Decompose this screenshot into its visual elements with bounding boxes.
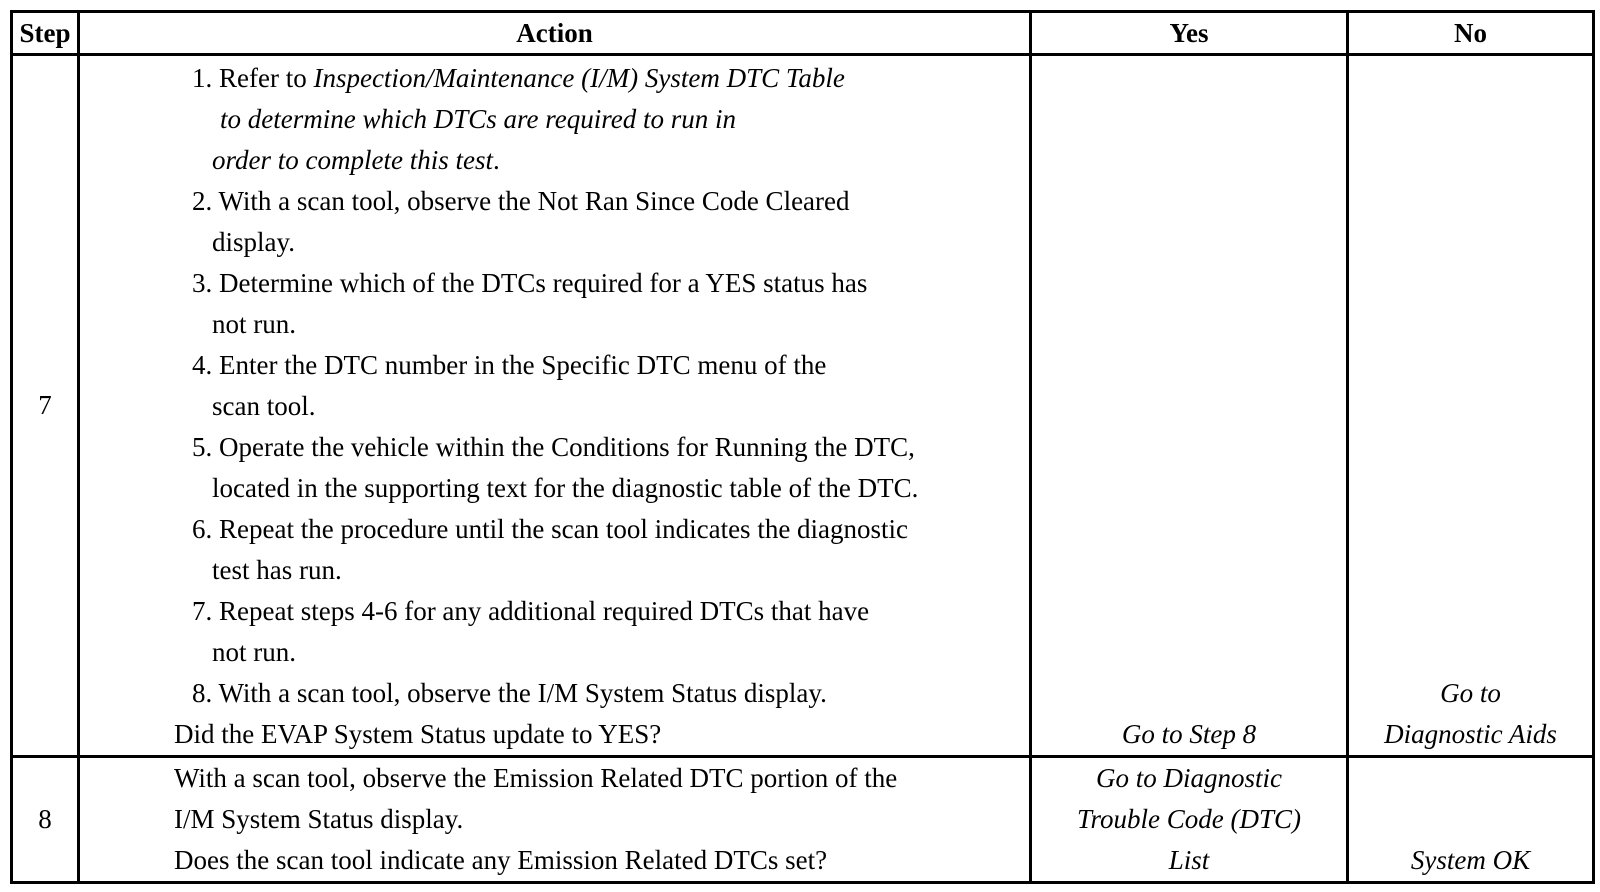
table-row-step-8 (12, 757, 1594, 883)
action-item-1 (80, 58, 1029, 181)
yes-result-line: Trouble Code (DTC) (1076, 804, 1301, 834)
item-continuation: located in the supporting text for the diagnostic table of the DTC. (212, 473, 919, 503)
action-item-2 (80, 181, 1029, 263)
item-text: Repeat steps 4-6 for any additional required DTCs that have (219, 596, 870, 626)
step-question: Did the EVAP System Status update to YES? (174, 719, 662, 749)
header-action: Action (79, 12, 1031, 55)
action-item-8 (80, 673, 1029, 714)
dtc-table-reference: Inspection/Maintenance (I/M) System DTC Table (313, 63, 845, 93)
step-number: 8 (12, 757, 79, 883)
action-item-4 (80, 345, 1029, 427)
yes-result-line: Go to Diagnostic (1096, 763, 1282, 793)
action-item-3 (80, 263, 1029, 345)
item-continuation: order to complete this test (212, 145, 493, 175)
header-step: Step (12, 12, 79, 55)
no-cell (1348, 757, 1594, 883)
action-text-line: I/M System Status display. (174, 804, 464, 834)
item-continuation: to determine which DTCs are required to run in (220, 104, 736, 134)
item-text: Repeat the procedure until the scan tool indicates the diagnostic (219, 514, 909, 544)
yes-cell (1031, 55, 1348, 757)
step-question: Does the scan tool indicate any Emission Related DTCs set? (174, 845, 828, 875)
item-continuation: display. (212, 227, 295, 257)
item-number: 2. (192, 186, 219, 216)
diagnostic-table (10, 10, 1595, 884)
action-item-7 (80, 591, 1029, 673)
item-text: Operate the vehicle within the Conditions for Running the DTC, (219, 432, 915, 462)
header-yes: Yes (1031, 12, 1348, 55)
item-number: 8. (192, 678, 219, 708)
no-result-line: Diagnostic Aids (1384, 719, 1557, 749)
item-number: 6. (192, 514, 219, 544)
item-continuation: scan tool. (212, 391, 316, 421)
item-continuation: test has run. (212, 555, 342, 585)
item-number: 5. (192, 432, 219, 462)
action-item-5 (80, 427, 1029, 509)
item-text: With a scan tool, observe the Not Ran Since Code Cleared (218, 186, 850, 216)
yes-result: Go to Step 8 (1121, 719, 1257, 749)
action-item-6 (80, 509, 1029, 591)
no-cell (1348, 55, 1594, 757)
action-cell (79, 55, 1031, 757)
item-text: Determine which of the DTCs required for a YES status has (219, 268, 868, 298)
item-number: 4. (192, 350, 219, 380)
item-text: Refer to (219, 63, 314, 93)
item-number: 7. (192, 596, 219, 626)
table-header-row (12, 12, 1594, 55)
step-number: 7 (12, 55, 79, 757)
item-period: . (492, 145, 500, 175)
table-row-step-7 (12, 55, 1594, 757)
no-result: System OK (1410, 845, 1531, 875)
item-text: With a scan tool, observe the I/M System Status display. (218, 678, 827, 708)
yes-result-line: List (1168, 845, 1210, 875)
item-text: Enter the DTC number in the Specific DTC menu of the (219, 350, 827, 380)
action-text-line: With a scan tool, observe the Emission Related DTC portion of the (174, 763, 898, 793)
action-list (80, 56, 1029, 755)
item-number: 1. (192, 63, 219, 93)
action-cell (79, 757, 1031, 883)
no-result-line: Go to (1440, 678, 1501, 708)
item-number: 3. (192, 268, 219, 298)
item-continuation: not run. (212, 637, 296, 667)
item-continuation: not run. (212, 309, 296, 339)
header-no: No (1348, 12, 1594, 55)
yes-cell (1031, 757, 1348, 883)
